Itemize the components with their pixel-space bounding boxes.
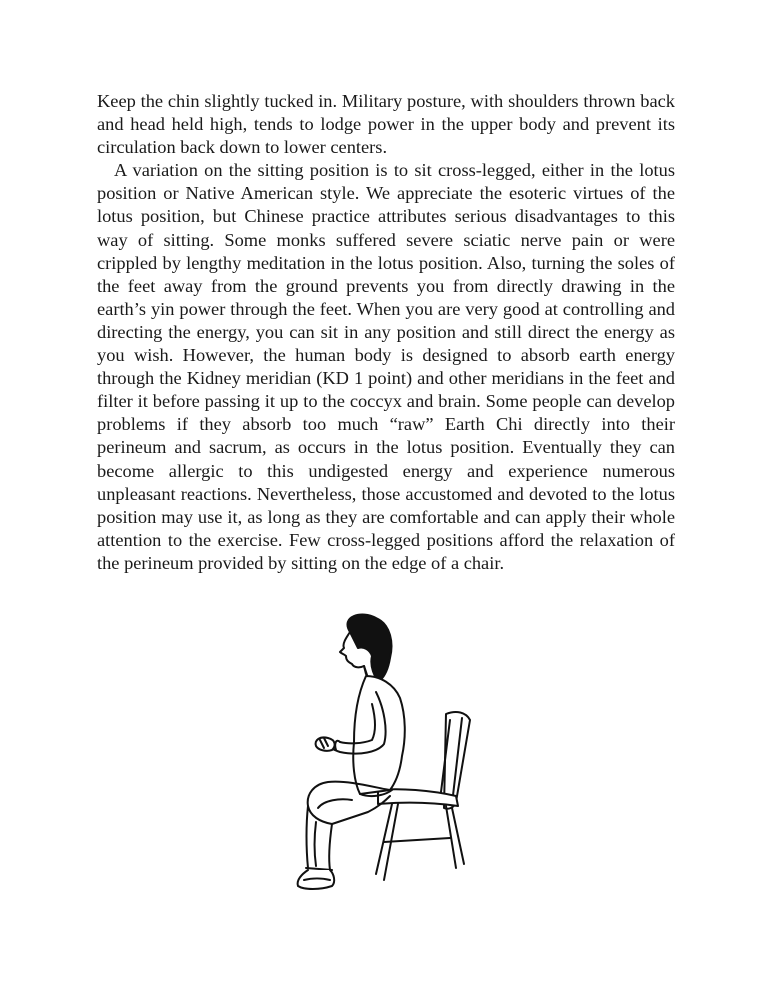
body-text: [97, 90, 675, 575]
paragraph-2: A variation on the sitting position is to sit cross-legged, either in the lotus position or Native American style. We appreciate the esoteric virtues of the lotus position, but Chinese practice attributes serious disadvantages to this way of sitting. Some monks suffered severe sciatic nerve pain or were crippled by lengthy meditation in the lotus position. Also, turning the soles of the feet away from the ground prevents you from directly drawing in the earth’s yin power through the feet. When you are very good at controlling and directing the energy, you can sit in any position and still direct the energy as you wish. However, the human body is designed to absorb earth energy through the Kidney meridian (KD 1 point) and other meridians in the feet and filter it before passing it up to the coccyx and brain. Some people can develop problems if they absorb too much “raw” Earth Chi directly into their perineum and sacrum, as occurs in the lotus position. Eventually they can become allergic to this undigested energy and experience numerous unpleasant reactions. Nevertheless, those accustomed and devoted to the lotus position may use it, as long as they are comfortable and can apply their whole attention to the exercise. Few cross-legged positions afford the relaxation of the perineum provided by sitting on the edge of a chair.: [97, 160, 675, 573]
woman-sitting-on-chair-illustration: [280, 612, 490, 897]
woman-figure-icon: [298, 614, 405, 889]
paragraph-1: Keep the chin slightly tucked in. Military posture, with shoulders thrown back and head held high, tends to lodge power in the upper body and prevent its circulation back down to lower centers.: [97, 91, 675, 158]
